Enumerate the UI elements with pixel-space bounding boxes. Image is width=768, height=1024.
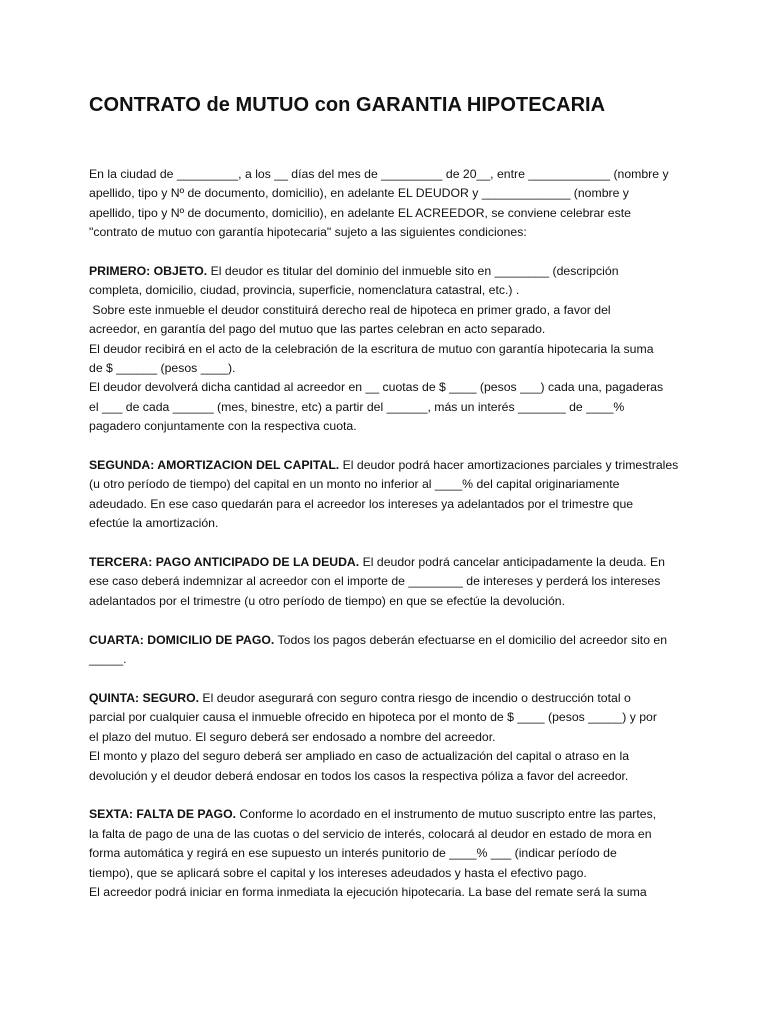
intro-line: "contrato de mutuo con garantía hipotecaria" sujeto a las siguientes condiciones:: [89, 225, 527, 240]
clause-line: ese caso deberá indemnizar al acreedor con el importe de ________ de intereses y perderá los intereses: [89, 574, 661, 589]
clause-line: pagadero conjuntamente con la respectiva cuota.: [89, 419, 357, 434]
clause-text: El deudor es titular del dominio del inmueble sito en ________ (descripción: [207, 264, 619, 279]
clause-line: El monto y plazo del seguro deberá ser ampliado en caso de actualización del capital o atraso en la: [89, 749, 630, 764]
clause-line: tiempo), que se aplicará sobre el capital y los intereses adeudados y hasta el efectivo pago.: [89, 865, 587, 880]
clause-text: Todos los pagos deberán efectuarse en el domicilio del acreedor sito en: [274, 632, 668, 647]
clause-line: [89, 553, 682, 572]
intro-line: apellido, tipo y Nº de documento, domicilio), en adelante EL DEUDOR y _____________ (nombre y: [89, 186, 629, 201]
intro-paragraph: [89, 165, 682, 243]
clause-heading: SEXTA: FALTA DE PAGO.: [89, 807, 236, 822]
clause-line: (u otro período de tiempo) del capital en un monto no inferior al ____% del capital originariamente: [89, 477, 620, 492]
intro-line: apellido, tipo y Nº de documento, domicilio), en adelante EL ACREEDOR, se conviene celebrar este: [89, 205, 631, 220]
clause-line: [89, 689, 682, 708]
clause-text: El deudor asegurará con seguro contra riesgo de incendio o destrucción total o: [199, 690, 631, 705]
clause-text: Conforme lo acordado en el instrumento de mutuo suscripto entre las partes,: [236, 807, 657, 822]
clause-line: [89, 262, 682, 281]
clause-line: efectúe la amortización.: [89, 516, 219, 531]
clause-line: forma automática y regirá en ese supuesto un interés punitorio de ____% ___ (indicar período de: [89, 846, 617, 861]
clause-sexta: [89, 805, 682, 902]
clause-heading: PRIMERO: OBJETO.: [89, 264, 208, 279]
clause-line: acreedor, en garantía del pago del mutuo que las partes celebran en acto separado.: [89, 322, 546, 337]
clause-line: _____.: [89, 652, 127, 667]
clause-line: de $ ______ (pesos ____).: [89, 361, 236, 376]
clause-line: El acreedor podrá iniciar en forma inmediata la ejecución hipotecaria. La base del remate será la suma: [89, 884, 647, 899]
clause-heading: SEGUNDA: AMORTIZACION DEL CAPITAL.: [89, 458, 340, 473]
clause-tercera: [89, 553, 682, 611]
intro-line: En la ciudad de _________, a los __ días del mes de _________ de 20__, entre ____________ (nombre y: [89, 167, 669, 181]
clause-line: completa, domicilio, ciudad, provincia, superficie, nomenclatura catastral, etc.) .: [89, 283, 520, 298]
clause-text: El deudor podrá hacer amortizaciones parciales y trimestrales: [339, 458, 679, 473]
clause-heading: CUARTA: DOMICILIO DE PAGO.: [89, 632, 275, 647]
clause-line: adelantados por el trimestre (u otro período de tiempo) en que se efectúe la devolución.: [89, 593, 565, 608]
clause-cuarta: [89, 631, 682, 670]
clause-line: adeudado. En ese caso quedarán para el acreedor los intereses ya adelantados por el trimestre que: [89, 496, 634, 511]
clause-heading: QUINTA: SEGURO.: [89, 690, 200, 705]
clause-quinta: [89, 689, 682, 786]
clause-line: la falta de pago de una de las cuotas o del servicio de interés, colocará al deudor en estado de mora en: [89, 826, 652, 841]
document-title: CONTRATO de MUTUO con GARANTIA HIPOTECARIA: [89, 94, 606, 116]
clause-line: el plazo del mutuo. El seguro deberá ser endosado a nombre del acreedor.: [89, 729, 496, 744]
clause-primero: [89, 262, 682, 437]
clause-line: Sobre este inmueble el deudor constituirá derecho real de hipoteca en primer grado, a favor del: [89, 302, 611, 317]
clause-line: devolución y el deudor deberá endosar en todos los casos la respectiva póliza a favor del acreedor.: [89, 768, 629, 783]
clause-text: El deudor podrá cancelar anticipadamente la deuda. En: [359, 555, 665, 570]
clause-segunda: [89, 456, 682, 534]
clause-line: El deudor devolverá dicha cantidad al acreedor en __ cuotas de $ ____ (pesos ___) cada una, pagaderas: [89, 380, 664, 395]
clause-line: [89, 456, 682, 475]
clause-line: parcial por cualquier causa el inmueble ofrecido en hipoteca por el monto de $ ____ (pesos _____) y por: [89, 710, 657, 725]
clause-line: [89, 631, 682, 650]
clause-heading: TERCERA: PAGO ANTICIPADO DE LA DEUDA.: [89, 555, 360, 570]
clause-line: [89, 805, 682, 824]
clause-line: el ___ de cada ______ (mes, binestre, etc) a partir del ______, más un interés _______ de ____%: [89, 399, 625, 414]
clause-line: El deudor recibirá en el acto de la celebración de la escritura de mutuo con garantía hipotecaria la suma: [89, 341, 654, 356]
